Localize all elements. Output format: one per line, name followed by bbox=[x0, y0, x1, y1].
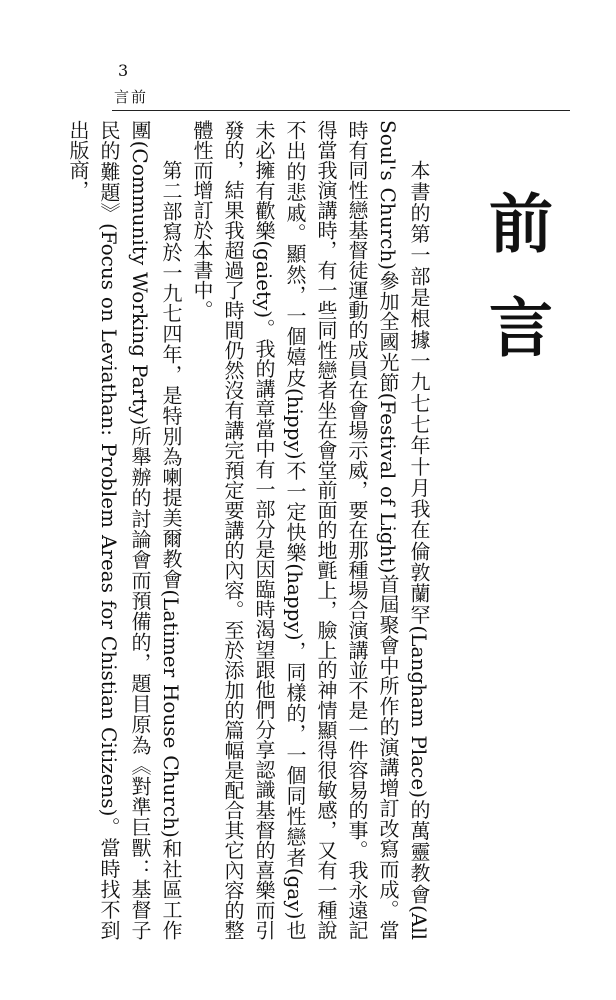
body-text bbox=[66, 120, 434, 940]
page-number: 3 bbox=[118, 61, 129, 80]
running-head: 言前 bbox=[114, 88, 149, 106]
chapter-title: 前言 bbox=[478, 190, 553, 398]
paragraph-2: 第二部寫於一九七四年，是特別為喇提美爾教會(Latimer House Church)和社區工作團(Community Working Party)所舉辦的討論會而預備的，題目原為《對準巨獸：基督子民的難題》(Focus on Leviathan: Problem Areas for Chistian Citizens)。當時找不到出版商， bbox=[66, 120, 183, 940]
paragraph-1: 本書的第一部是根據一九七七年十月我在倫敦蘭罕(Langham Place)的萬靈教會(All Soul's Church)參加全國光節(Festival of Light)首屆聚會中所作的演講增訂改寫而成。當時有同性戀基督徒運動的成員在會場示威，要在那種場合演講並不是一件容易的事。我永遠記得當我演講時，有一些同性戀者坐在會堂前面的地氈上，臉上的神情顯得很敏感，又有一種說不出的悲戚。顯然，一個嬉皮(hippy)不一定快樂(happy)，同樣的，一個同性戀者(gay)也未必擁有歡樂(gaiety)。我的講章當中有一部分是因臨時渴望跟他們分享認識基督的喜樂而引發的，結果我超過了時間仍然沒有講完預定要講的內容。至於添加的篇幅是配合其它內容的整體性而增訂於本書中。 bbox=[190, 120, 431, 940]
header-rule bbox=[112, 110, 570, 111]
